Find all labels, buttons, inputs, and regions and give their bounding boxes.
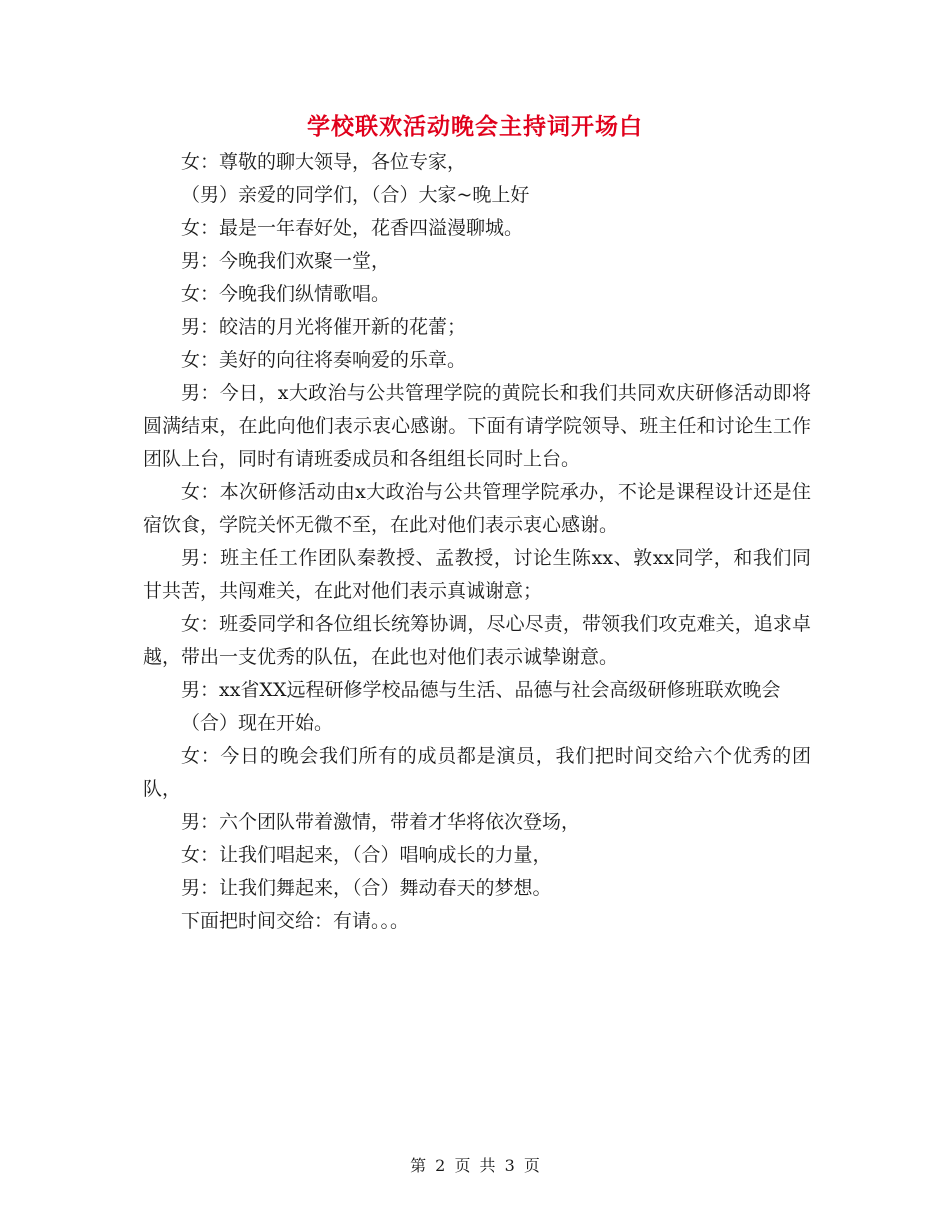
- document-body: [143, 146, 811, 938]
- paragraph: 女：本次研修活动由x大政治与公共管理学院承办，不论是课程设计还是住宿饮食，学院关怀无微不至，在此对他们表示衷心感谢。: [143, 481, 811, 536]
- paragraph: 下面把时间交给：有请。。。: [181, 910, 410, 932]
- paragraph: 女：班委同学和各位组长统筹协调，尽心尽责，带领我们攻克难关，追求卓越，带出一支优秀的队伍，在此也对他们表示诚挚谢意。: [143, 613, 811, 668]
- paragraph: 男：班主任工作团队秦教授、孟教授，讨论生陈xx、敦xx同学，和我们同甘共苦，共闯难关，在此对他们表示真诚谢意；: [143, 547, 811, 602]
- page-number-footer: 第 2 页 共 3 页: [410, 1156, 540, 1175]
- paragraph: 女：最是一年春好处，花香四溢漫聊城。: [181, 217, 524, 239]
- paragraph: 女：美好的向往将奏响爱的乐章。: [181, 349, 467, 371]
- paragraph: 男：今晚我们欢聚一堂，: [181, 250, 391, 272]
- paragraph: 女：让我们唱起来，（合）唱响成长的力量，: [181, 844, 552, 866]
- paragraph: 男：让我们舞起来，（合）舞动春天的梦想。: [181, 877, 552, 899]
- paragraph: 男：xx省XX远程研修学校品德与生活、品德与社会高级研修班联欢晚会: [181, 679, 781, 701]
- paragraph: （合）现在开始。: [181, 712, 334, 734]
- paragraph: 男：皎洁的月光将催开新的花蕾；: [181, 316, 467, 338]
- paragraph: 男：六个团队带着激情，带着才华将依次登场，: [181, 811, 581, 833]
- paragraph: 女：尊敬的聊大领导，各位专家，: [181, 151, 467, 173]
- paragraph: 女：今日的晚会我们所有的成员都是演员，我们把时间交给六个优秀的团队，: [143, 745, 811, 800]
- paragraph: （男）亲爱的同学们，（合）大家~晚上好: [181, 184, 530, 206]
- document-title: 学校联欢活动晚会主持词开场白: [307, 113, 643, 140]
- paragraph: 男：今日，x大政治与公共管理学院的黄院长和我们共同欢庆研修活动即将圆满结束，在此向他们表示衷心感谢。下面有请学院领导、班主任和讨论生工作团队上台，同时有请班委成员和各组组长同时上台。: [143, 382, 811, 470]
- paragraph: 女：今晚我们纵情歌唱。: [181, 283, 391, 305]
